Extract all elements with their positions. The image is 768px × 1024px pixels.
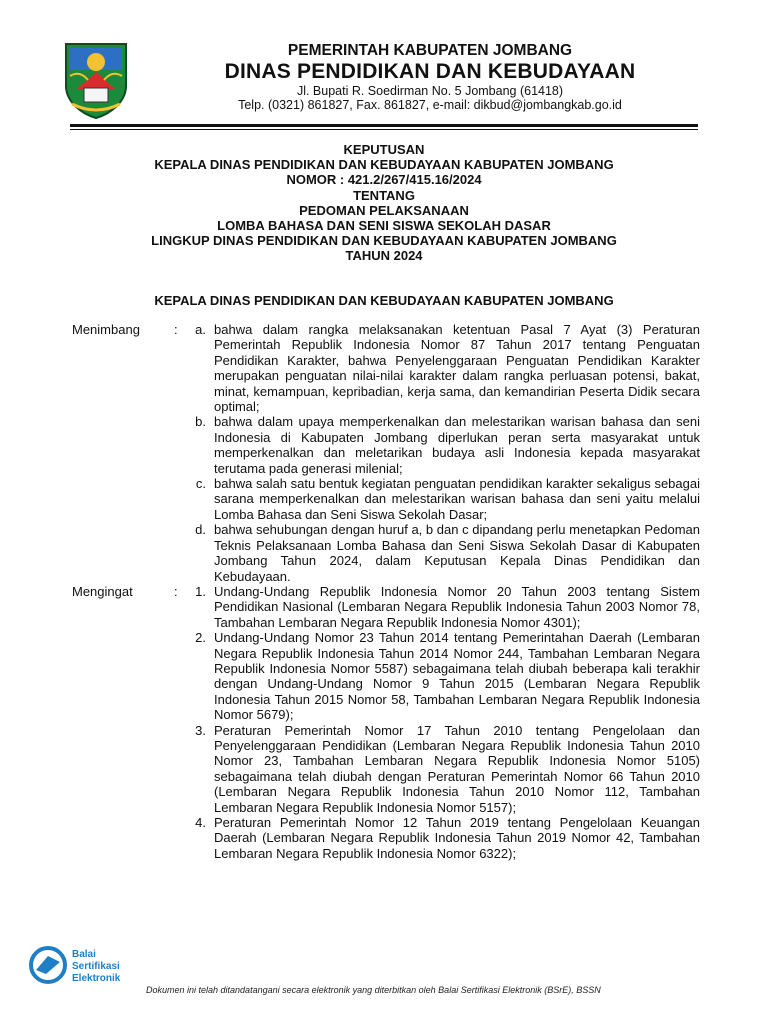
list-item	[184, 815, 700, 861]
item-marker: b.	[195, 414, 206, 430]
decree-body	[72, 322, 700, 861]
section-heading: KEPALA DINAS PENDIDIKAN DAN KEBUDAYAAN KABUPATEN JOMBANG	[154, 293, 614, 308]
list-item	[184, 584, 700, 630]
title-line: NOMOR : 421.2/267/415.16/2024	[286, 172, 482, 188]
section-colon: :	[174, 583, 178, 599]
list-item	[184, 476, 700, 522]
item-marker: d.	[195, 522, 206, 538]
item-text: Undang-Undang Nomor 23 Tahun 2014 tentang Pemerintahan Daerah (Lembaran Negara Republik Indonesia Tahun 2014 Nomor 244, Tambahan Lembaran Negara Republik Indonesia Nomor 5587) sebagaimana telah diubah beberapa kali terakhir dengan Undang-Undang Nomor 9 Tahun 2015 (Lembaran Negara Republik Indonesia Tahun 2015 Nomor 58, Tambahan Lembaran Negara Republik Indonesia Nomor 5679);	[214, 630, 700, 723]
list-item	[184, 322, 700, 414]
title-line: TENTANG	[353, 187, 415, 203]
item-marker: 3.	[195, 722, 206, 738]
list-item	[184, 630, 700, 722]
item-text: bahwa salah satu bentuk kegiatan penguatan pendidikan karakter sekaligus sebagai sarana memperkenalkan dan melestarikan warisan bahasa dan seni yaitu melalui Lomba Bahasa dan Seni Siswa Sekolah Dasar;	[214, 476, 700, 522]
mengingat-items	[184, 584, 700, 861]
letterhead-contact: Telp. (0321) 861827, Fax. 861827, e-mail: dikbud@jombangkab.go.id	[238, 98, 622, 113]
title-line: KEPUTUSAN	[343, 142, 425, 157]
letterhead-address: Jl. Bupati R. Soedirman No. 5 Jombang (61418)	[296, 83, 564, 98]
item-text: Peraturan Pemerintah Nomor 17 Tahun 2010 tentang Pengelolaan dan Penyelenggaraan Pendidikan (Lembaran Negara Republik Indonesia Tahun 2010 Nomor 23, Tambahan Lembaran Negara Republik Indonesia Nomor 5105) sebagaimana telah diubah dengan Peraturan Pemerintah Nomor 66 Tahun 2010 (Lembaran Negara Republik Indonesia Tahun 2010 Nomor 112, Tambahan Lembaran Negara Republik Indonesia Nomor 5157);	[214, 722, 700, 815]
decree-title	[70, 142, 698, 264]
title-line: LINGKUP DINAS PENDIDIKAN DAN KEBUDAYAAN KABUPATEN JOMBANG	[151, 233, 617, 249]
mengingat-label: Mengingat	[72, 583, 133, 599]
bsre-label-line2: Sertifikasi	[72, 961, 120, 972]
e-signature-note: Dokumen ini telah ditandatangani secara elektronik yang diterbitkan oleh Balai Sertifikasi Elektronik (BSrE), BSSN	[146, 985, 601, 995]
title-line: KEPALA DINAS PENDIDIKAN DAN KEBUDAYAAN KABUPATEN JOMBANG	[154, 157, 614, 173]
list-item	[184, 723, 700, 815]
list-item	[184, 522, 700, 584]
item-text: Undang-Undang Republik Indonesia Nomor 20 Tahun 2003 tentang Sistem Pendidikan Nasional (Lembaran Negara Republik Indonesia Tahun 2003 Nomor 78, Tambahan Lembaran Negara Republik Indonesia Nomor 4301);	[214, 583, 700, 630]
title-line: PEDOMAN PELAKSANAAN	[299, 202, 469, 218]
bsre-label-line1: Balai	[72, 949, 96, 960]
letterhead	[150, 42, 710, 113]
mengingat-section	[72, 584, 700, 861]
list-item	[184, 414, 700, 476]
item-text: bahwa dalam rangka melaksanakan ketentuan Pasal 7 Ayat (3) Peraturan Pemerintah Republik Indonesia Nomor 87 Tahun 2017 tentang Penguatan Pendidikan Karakter, bahwa Penyelenggaraan Penguatan Pendidikan Karakter merupakan penguatan nilai-nilai karakter dalam rangka perluasan potensi, bakat, minat, kemampuan, kepribadian, kerja sama, dan kemandirian Peserta Didik secara optimal;	[214, 322, 700, 415]
title-line: TAHUN 2024	[345, 248, 423, 264]
jombang-regency-emblem-icon	[62, 40, 130, 120]
bsre-label-line3: Elektronik	[72, 973, 121, 984]
item-marker: 1.	[195, 583, 206, 599]
bsre-logo-icon	[26, 944, 186, 986]
menimbang-label: Menimbang	[72, 322, 140, 337]
title-line: LOMBA BAHASA DAN SENI SISWA SEKOLAH DASAR	[217, 218, 551, 234]
item-text: Peraturan Pemerintah Nomor 12 Tahun 2019 tentang Pengelolaan Keuangan Daerah (Lembaran Negara Republik Indonesia Tahun 2019 Nomor 42, Tambahan Lembaran Negara Republik Indonesia Nomor 6322);	[214, 815, 700, 861]
item-marker: 4.	[195, 815, 206, 830]
item-marker: c.	[195, 476, 206, 492]
section-colon: :	[174, 322, 178, 337]
item-text: bahwa sehubungan dengan huruf a, b dan c dipandang perlu menetapkan Pedoman Teknis Pelaksanaan Lomba Bahasa dan Seni Siswa Sekolah Dasar di Kabupaten Jombang Tahun 2024, dalam Keputusan Kepala Dinas Pendidikan dan Kebudayaan.	[214, 522, 700, 584]
letterhead-agency: DINAS PENDIDIKAN DAN KEBUDAYAAN	[224, 59, 636, 83]
item-marker: a.	[195, 322, 206, 337]
letterhead-divider-thick	[70, 124, 698, 127]
menimbang-items	[184, 322, 700, 584]
item-marker: 2.	[195, 630, 206, 646]
letterhead-divider-thin	[70, 129, 698, 130]
letterhead-government: PEMERINTAH KABUPATEN JOMBANG	[287, 42, 573, 59]
item-text: bahwa dalam upaya memperkenalkan dan melestarikan warisan bahasa dan seni Indonesia di Kabupaten Jombang diperlukan peran serta masyarakat untuk memperkenalkan dan meletarikan budaya asli Indonesia kepada masyarakat terutama pada generasi milenial;	[214, 414, 700, 476]
menimbang-section	[72, 322, 700, 584]
